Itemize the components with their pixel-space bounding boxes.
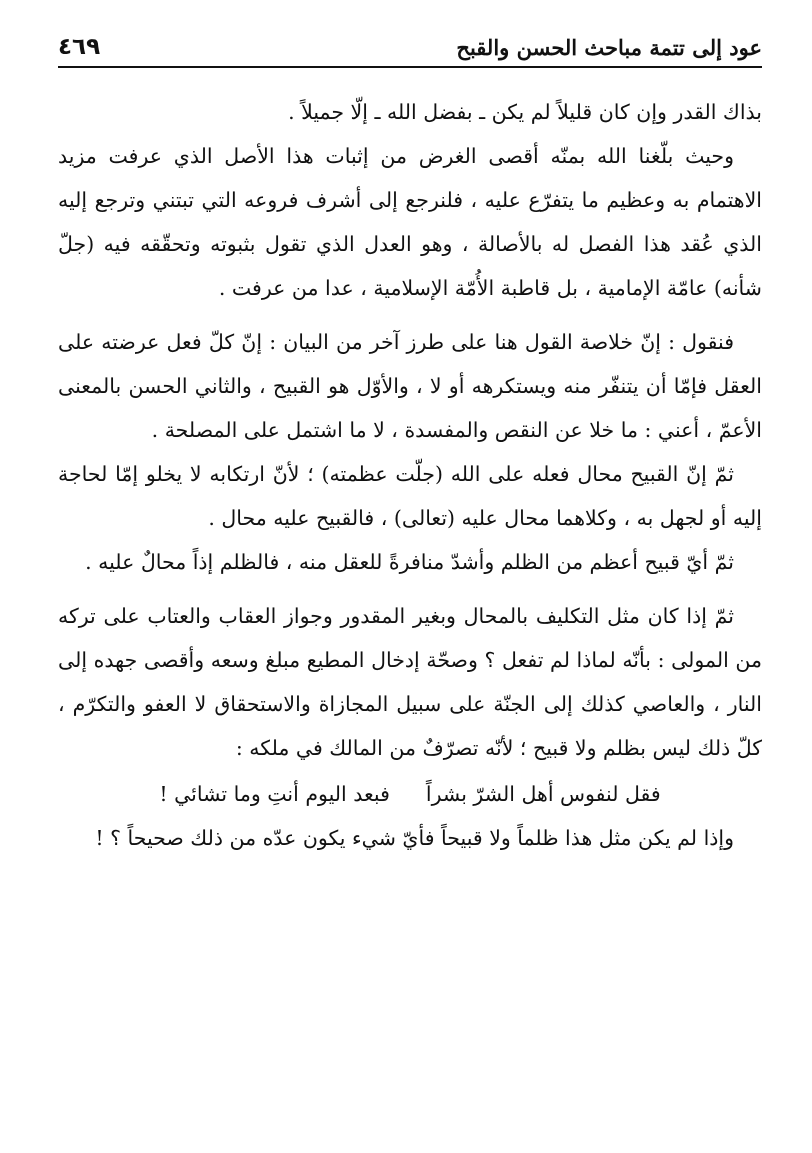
- header-divider: [58, 66, 762, 68]
- poetry-verse: [58, 772, 762, 816]
- paragraph-evil-impossible: ثمّ إنّ القبيح محال فعله على الله (جلّت عظمته) ؛ لأنّ ارتكابه لا يخلو إمّا لحاجة إليه أو لجهل به ، وكلاهما محال عليه (تعالى) ، فالقبيح عليه محال .: [58, 462, 762, 530]
- paragraph-closing: وإذا لم يكن مثل هذا ظلماً ولا قبيحاً فأيّ شيء يكون عدّه من ذلك صحيحاً ؟ !: [95, 826, 734, 850]
- running-header: [58, 30, 762, 64]
- running-title: عود إلى تتمة مباحث الحسن والقبح: [456, 34, 762, 60]
- page-number: ٤٦٩: [58, 34, 101, 60]
- page-body: [58, 90, 762, 860]
- paragraph-continuation: بذاك القدر وإن كان قليلاً لم يكن ـ بفضل الله ـ إلّا جميلاً .: [288, 100, 762, 124]
- verse-first-hemistich: فقل لنفوس أهل الشرّ بشراً: [425, 782, 661, 806]
- paragraph-imposition: ثمّ إذا كان مثل التكليف بالمحال وبغير المقدور وجواز العقاب والعتاب على تركه من المولى : بأنّه لماذا لم تفعل ؟ وصحّة إدخال المطيع مبلغ وسعه وأقصى جهده إلى النار ، والعاصي كذلك إلى الجنّة على سبيل المجازاة والاستحقاق لا العفو والتكرّم ، كلّ ذلك ليس بظلم ولا قبيح ؛ لأنّه تصرّفٌ من المالك في ملكه :: [58, 604, 762, 760]
- paragraph-injustice: ثمّ أيّ قبيح أعظم من الظلم وأشدّ منافرةً للعقل منه ، فالظلم إذاً محالٌ عليه .: [85, 550, 734, 574]
- paragraph-summary-argument: فنقول : إنّ خلاصة القول هنا على طرز آخر من البيان : إنّ كلّ فعل عرضته على العقل فإمّا أن يتنفّر منه ويستكرهه أو لا ، والأوّل هو القبيح ، والثاني الحسن بالمعنى الأعمّ ، أعني : ما خلا عن النقص والمفسدة ، لا ما اشتمل على المصلحة .: [58, 330, 762, 442]
- verse-second-hemistich: فبعد اليوم أنتِ وما تشائي !: [159, 782, 390, 806]
- paragraph-justice-intro: وحيث بلّغنا الله بمنّه أقصى الغرض من إثبات هذا الأصل الذي عرفت مزيد الاهتمام به وعظيم ما يتفرّع عليه ، فلنرجع إلى أشرف فروعه التي تبتني وترجع إليه الذي عُقد هذا الفصل له بالأصالة ، وهو العدل الذي تقول بثبوته وتحقّقه فيه (جلّ شأنه) عامّة الإمامية ، بل قاطبة الأُمّة الإسلامية ، عدا من عرفت .: [58, 144, 762, 300]
